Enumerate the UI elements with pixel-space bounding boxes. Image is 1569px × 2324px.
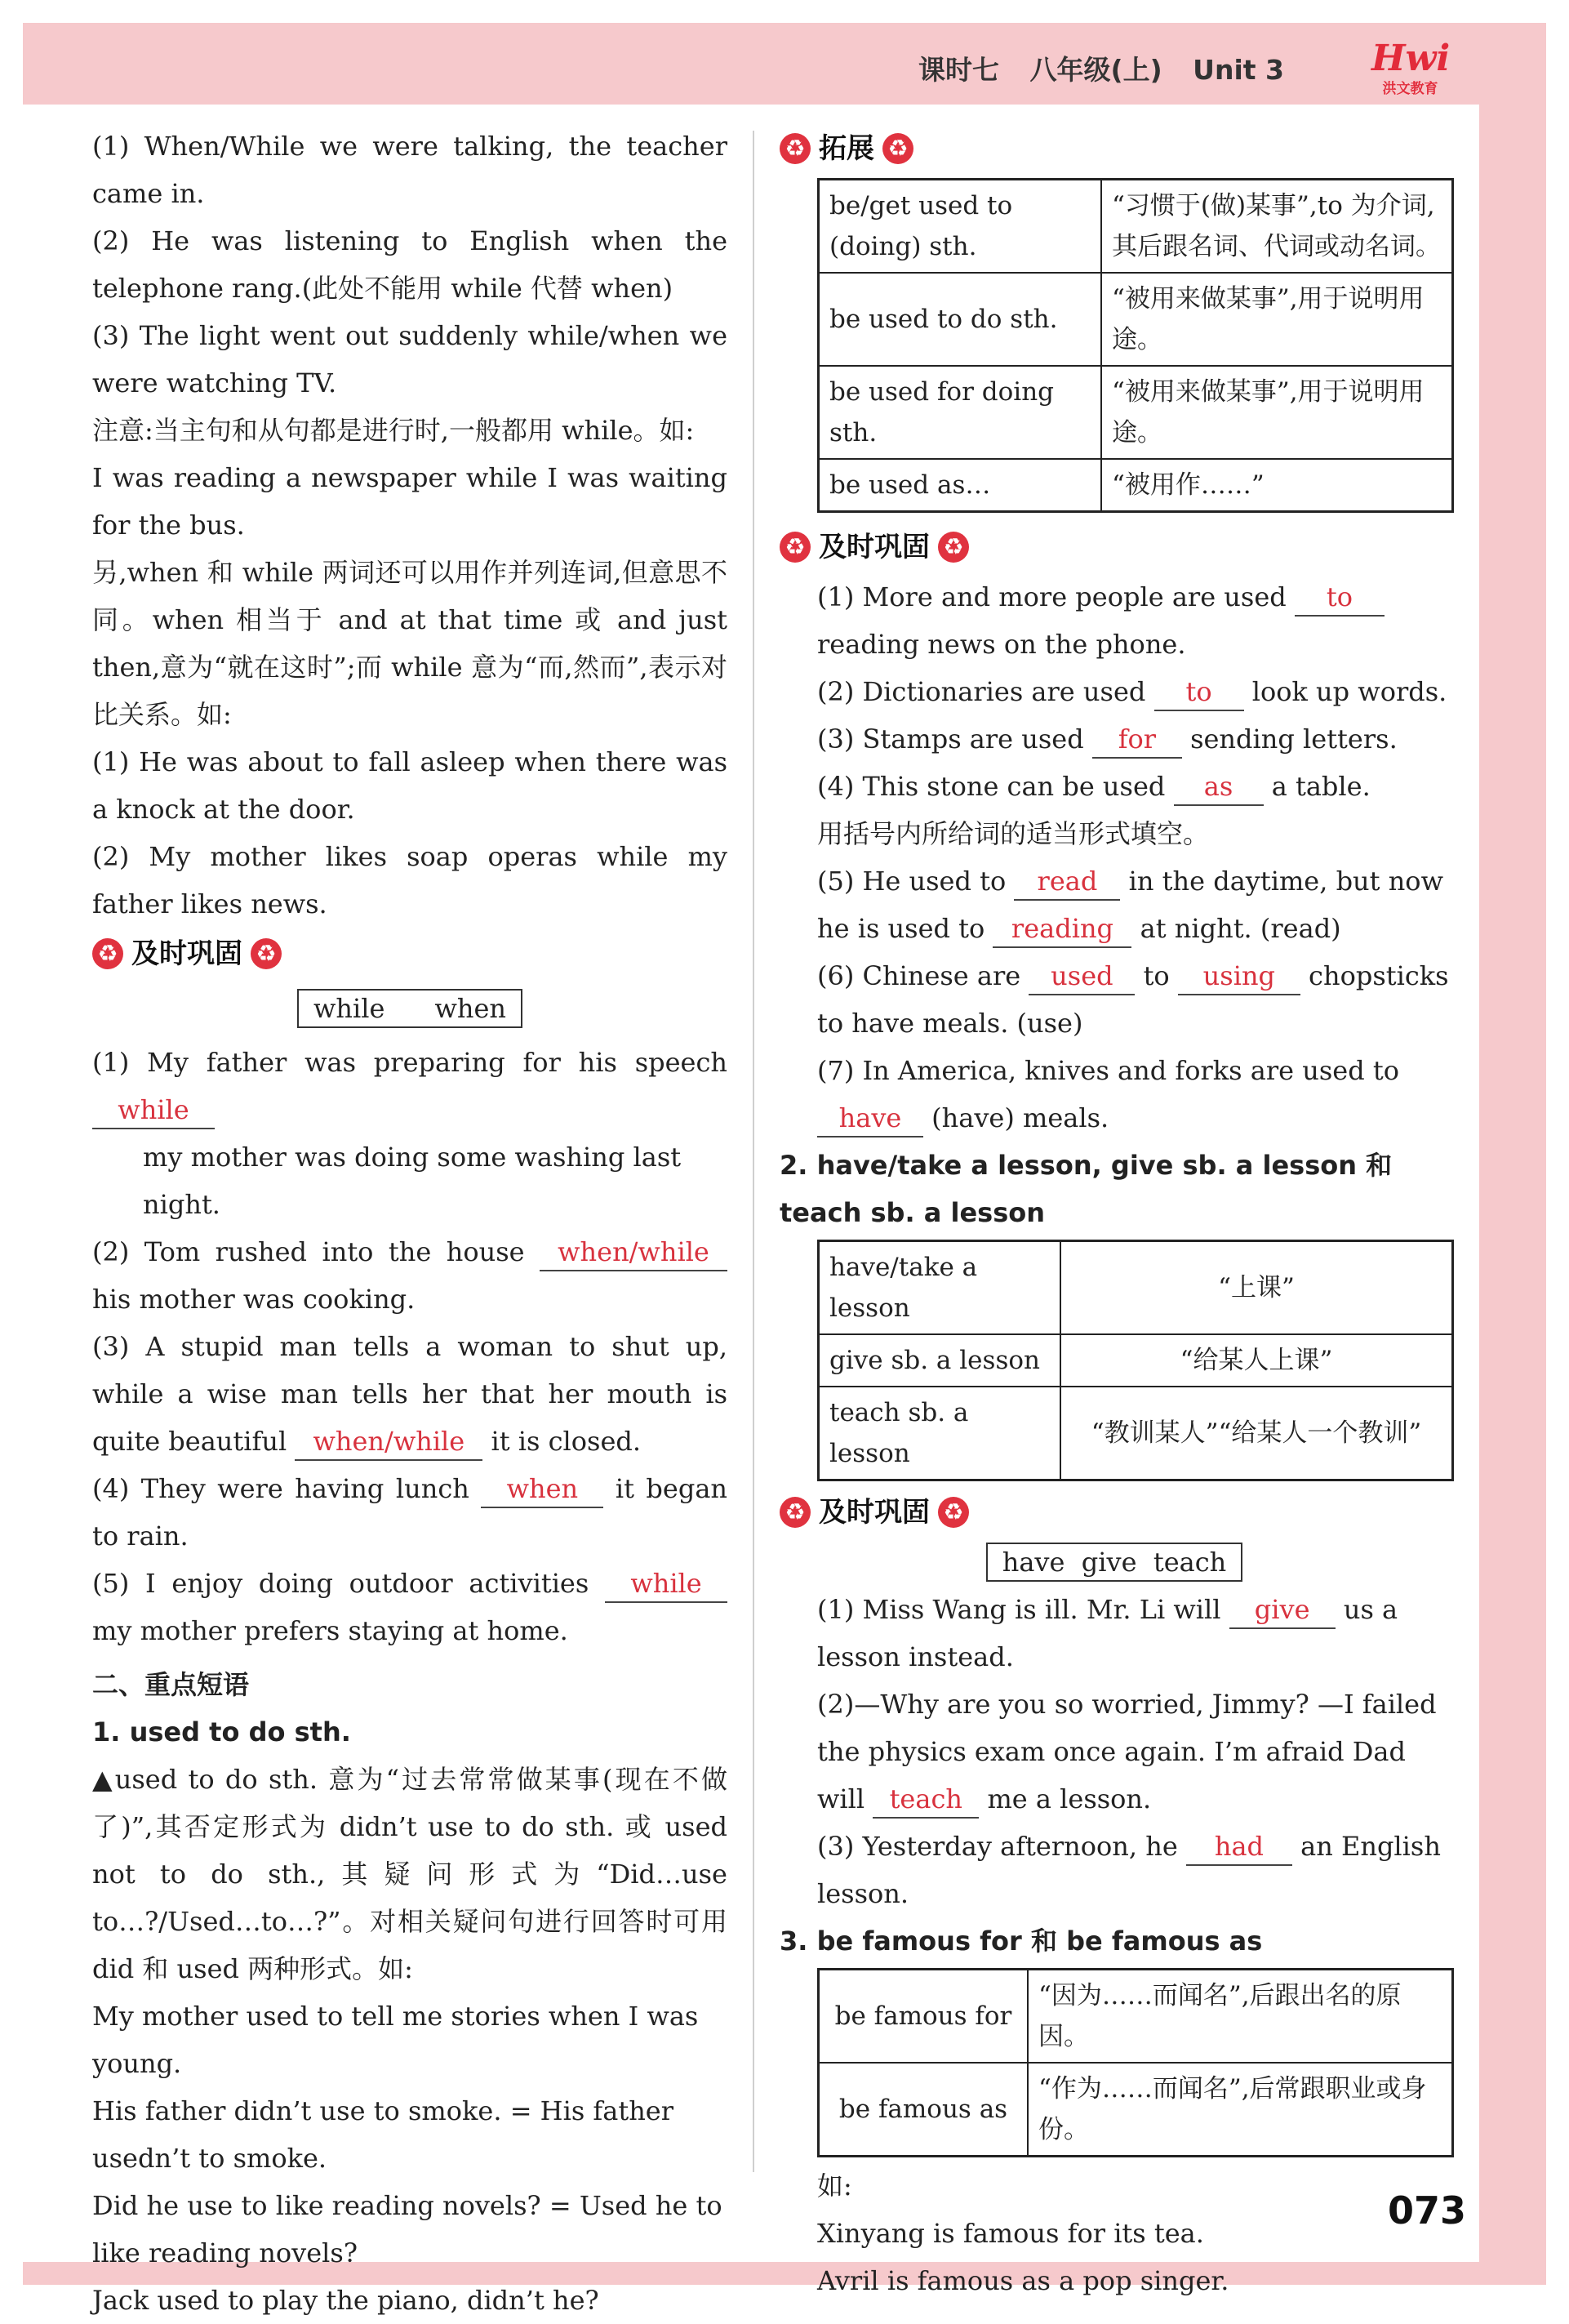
answer-blank[interactable]: as xyxy=(1174,768,1264,806)
recycle-icon: ♻ xyxy=(938,532,969,563)
example-sentence: Avril is famous as a pop singer. xyxy=(817,2265,1229,2296)
answer-blank[interactable]: give xyxy=(1229,1592,1336,1629)
exercise-continuation: my mother was doing some washing last night. xyxy=(143,1142,682,1220)
exercise-item: (1) Miss Wang is ill. Mr. Li will give us a lesson instead. xyxy=(817,1586,1449,1681)
table-row: be famous as “作为……而闻名”,后常跟职业或身份。 xyxy=(819,2063,1453,2157)
right-margin-band xyxy=(1479,23,1546,2285)
exercise-item: (3) Stamps are used for sending letters. xyxy=(817,715,1449,763)
paragraph: I was reading a newspaper while I was waiting for the bus. xyxy=(92,462,727,541)
word-box: have give teach xyxy=(986,1543,1243,1582)
logo-company: 洪文教育 xyxy=(1382,81,1438,97)
section-title: 及时巩固 xyxy=(819,1496,930,1529)
example-sentence: My mother used to tell me stories when I was young. xyxy=(92,2001,699,2079)
table-row: teach sb. a lesson “教训某人”“给某人一个教训” xyxy=(819,1387,1453,1480)
section-heading-practice xyxy=(780,521,1449,573)
answer-blank[interactable]: read xyxy=(1014,863,1120,901)
paragraph: (2) My mother likes soap operas while my father likes news. xyxy=(92,841,727,919)
item-title: 3. be famous for 和 be famous as xyxy=(780,1926,1263,1957)
exercises-1 xyxy=(780,573,1449,1142)
answer-blank[interactable]: had xyxy=(1186,1828,1292,1866)
grade-label: 八年级(上) xyxy=(1029,54,1162,86)
recycle-icon: ♻ xyxy=(92,938,123,969)
section-heading: 二、重点短语 xyxy=(92,1669,250,1700)
recycle-icon: ♻ xyxy=(251,938,282,969)
exercise-item: (6) Chinese are used to using chopsticks to have meals. (use) xyxy=(817,952,1449,1047)
paragraph: (1) When/While we were talking, the teacher came in. xyxy=(92,131,727,209)
table-row: be famous for “因为……而闻名”,后跟出名的原因。 xyxy=(819,1970,1453,2064)
answer-blank[interactable]: reading xyxy=(993,910,1131,948)
lesson-label: 课时七 xyxy=(918,54,999,86)
paragraph: 另,when 和 while 两词还可以用作并列连词,但意思不同。when 相当于 and at that time 或 and just then,意为“就在这时”;而 while 意为“而,然而”,表示对比关系。如: xyxy=(92,557,727,730)
table-row: be/get used to (doing) sth. “习惯于(做)某事”,to 为介词,其后跟名词、代词或动名词。 xyxy=(819,180,1453,274)
answer-blank[interactable]: using xyxy=(1178,958,1300,995)
header-band xyxy=(23,23,1546,105)
example-sentence: Did he use to like reading novels? = Used he to like reading novels? xyxy=(92,2190,722,2268)
exercise-item: (1) More and more people are used to reading news on the phone. xyxy=(817,573,1449,668)
recycle-icon: ♻ xyxy=(938,1497,969,1528)
example-sentence: Jack used to play the piano, didn’t he? xyxy=(92,2285,599,2316)
answer-blank[interactable]: while xyxy=(92,1092,215,1129)
paragraph: ▲used to do sth. 意为“过去常常做某事(现在不做了)”,其否定形式为 didn’t use to do sth. 或 used not to do sth.,其疑问形式为“Did…use to…?/Used…to…?”。对相关疑问句进行回答时可用 did 和 used 两种形式。如: xyxy=(92,1764,727,1984)
recycle-icon: ♻ xyxy=(780,532,811,563)
exercise-item: (4) This stone can be used as a table. xyxy=(817,763,1449,810)
paragraph: (1) He was about to fall asleep when there was a knock at the door. xyxy=(92,746,727,825)
right-column xyxy=(780,122,1449,2304)
exercise-item: (2)—Why are you so worried, Jimmy? —I failed the physics exam once again. I’m afraid Dad will teach me a lesson. xyxy=(817,1681,1449,1823)
exercise-item: (2) Tom rushed into the house when/while his mother was cooking. xyxy=(92,1228,727,1323)
word-box-row xyxy=(92,985,727,1032)
section-heading-practice xyxy=(92,928,727,980)
exercise-item: (1) My father was preparing for his speech while xyxy=(92,1039,727,1133)
exercises-3 xyxy=(780,1586,1449,1917)
answer-blank[interactable]: while xyxy=(605,1565,727,1603)
section-heading-practice xyxy=(780,1486,1449,1538)
exercise-item: (5) I enjoy doing outdoor activities while my mother prefers staying at home. xyxy=(92,1560,727,1654)
answer-blank[interactable]: used xyxy=(1029,958,1135,995)
answer-blank[interactable]: have xyxy=(817,1100,923,1138)
logo-mark: Hwi xyxy=(1371,38,1451,79)
table-row: be used for doing sth. “被用来做某事”,用于说明用途。 xyxy=(819,366,1453,459)
recycle-icon: ♻ xyxy=(882,133,913,164)
section-title: 拓展 xyxy=(819,132,874,165)
unit-label: Unit 3 xyxy=(1193,54,1284,86)
example-sentence: Xinyang is famous for its tea. xyxy=(817,2218,1204,2249)
instruction: 用括号内所给词的适当形式填空。 xyxy=(817,818,1210,849)
item-title: 2. have/take a lesson, give sb. a lesson 和 teach sb. a lesson xyxy=(780,1150,1393,1228)
recycle-icon: ♻ xyxy=(780,133,811,164)
section-heading-expand xyxy=(780,122,1449,175)
answer-blank[interactable]: to xyxy=(1295,579,1385,617)
usage-table xyxy=(817,178,1454,513)
paragraph: (3) The light went out suddenly while/when we were watching TV. xyxy=(92,320,727,398)
answer-blank[interactable]: when/while xyxy=(295,1423,482,1461)
publisher-logo xyxy=(1371,38,1451,100)
answer-blank[interactable]: for xyxy=(1092,721,1182,759)
item-title: 1. used to do sth. xyxy=(92,1716,351,1747)
word-box-row xyxy=(780,1538,1449,1586)
recycle-icon: ♻ xyxy=(780,1497,811,1528)
exercise-item: (2) Dictionaries are used to look up words. xyxy=(817,668,1449,715)
paragraph: (2) He was listening to English when the telephone rang.(此处不能用 while 代替 when) xyxy=(92,225,727,304)
exercise-item: (5) He used to read in the daytime, but now he is used to reading at night. (read) xyxy=(817,857,1449,952)
exercise-item: (3) Yesterday afternoon, he had an English lesson. xyxy=(817,1823,1449,1917)
exercise-item: (7) In America, knives and forks are used to have (have) meals. xyxy=(817,1047,1449,1142)
table-row: have/take a lesson “上课” xyxy=(819,1241,1453,1335)
left-column xyxy=(92,122,727,2324)
paragraph: 注意:当主句和从句都是进行时,一般都用 while。如: xyxy=(92,415,695,446)
table-row: give sb. a lesson “给某人上课” xyxy=(819,1334,1453,1387)
answer-blank[interactable]: when xyxy=(481,1471,603,1508)
section-title: 及时巩固 xyxy=(819,531,930,563)
answer-blank[interactable]: teach xyxy=(873,1781,979,1819)
table-row: be used to do sth. “被用来做某事”,用于说明用途。 xyxy=(819,273,1453,366)
word-box: while when xyxy=(297,989,522,1028)
answer-blank[interactable]: when/while xyxy=(540,1234,727,1271)
famous-table xyxy=(817,1968,1454,2157)
page-number: 073 xyxy=(1388,2188,1467,2233)
example-label: 如: xyxy=(817,2170,852,2202)
example-sentence: His father didn’t use to smoke. = His father usedn’t to smoke. xyxy=(92,2095,674,2174)
column-divider xyxy=(753,131,754,2172)
lesson-table xyxy=(817,1240,1454,1481)
answer-blank[interactable]: to xyxy=(1154,674,1244,711)
table-row: be used as… “被用作……” xyxy=(819,459,1453,512)
exercise-item: (4) They were having lunch when it began to rain. xyxy=(92,1465,727,1560)
running-header xyxy=(918,49,1305,87)
section-title: 及时巩固 xyxy=(131,937,242,970)
exercise-item: (3) A stupid man tells a woman to shut up, while a wise man tells her that her mouth is quite beautiful when/while it is closed. xyxy=(92,1323,727,1465)
